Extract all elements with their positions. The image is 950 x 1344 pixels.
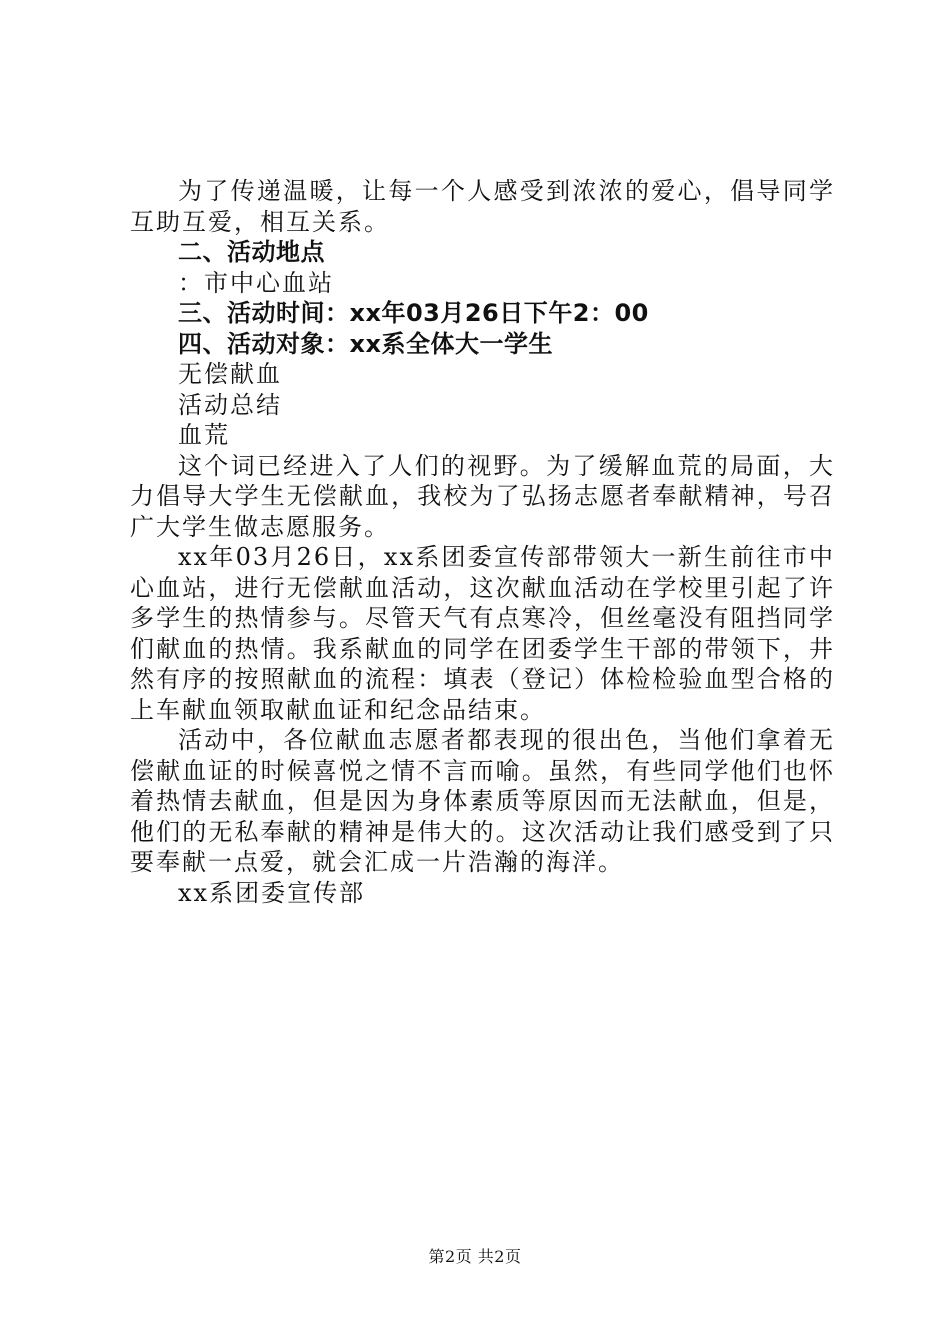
body-paragraph-2: xx年03月26日，xx系团委宣传部带领大一新生前往市中心血站，进行无偿献血活动，这次献血活动在学校里引起了许多学生的热情参与。尽管天气有点寒冷，但丝毫没有阻挡同学们献血的热情。我系献血的同学在团委学生干部的带领下，井然有序的按照献血的流程：填表（登记）体检检验血型合格的上车献血领取献血证和纪念品结束。 [130,543,835,724]
page-number-footer: 第2页 共2页 [428,1247,522,1266]
shortage-line: 血荒 [178,421,230,449]
summary-line: 活动总结 [178,390,282,419]
signature-line: xx系团委宣传部 [178,878,366,907]
body-paragraph-3: 活动中，各位献血志愿者都表现的很出色，当他们拿着无偿献血证的时候喜悦之情不言而喻。虽然，有些同学他们也怀着热情去献血，但是因为身体素质等原因而无法献血，但是，他们的无私奉献的精神是伟大的。这次活动让我们感受到了只要奉献一点爱，就会汇成一片浩瀚的海洋。 [130,726,835,876]
document-body [130,176,835,908]
target-heading: 四、活动对象：xx系全体大一学生 [178,329,553,358]
intro-paragraph: 为了传递温暖，让每一个人感受到浓浓的爱心，倡导同学互助互爱，相互关系。 [130,177,835,236]
location-value: ：市中心血站 [178,268,334,297]
body-paragraph-1: 这个词已经进入了人们的视野。为了缓解血荒的局面，大力倡导大学生无偿献血，我校为了弘扬志愿者奉献精神，号召广大学生做志愿服务。 [130,451,835,541]
time-heading: 三、活动时间：xx年03月26日下午2：00 [178,299,649,327]
location-heading: 二、活动地点 [178,238,325,266]
blood-donation-line: 无偿献血 [178,360,282,388]
